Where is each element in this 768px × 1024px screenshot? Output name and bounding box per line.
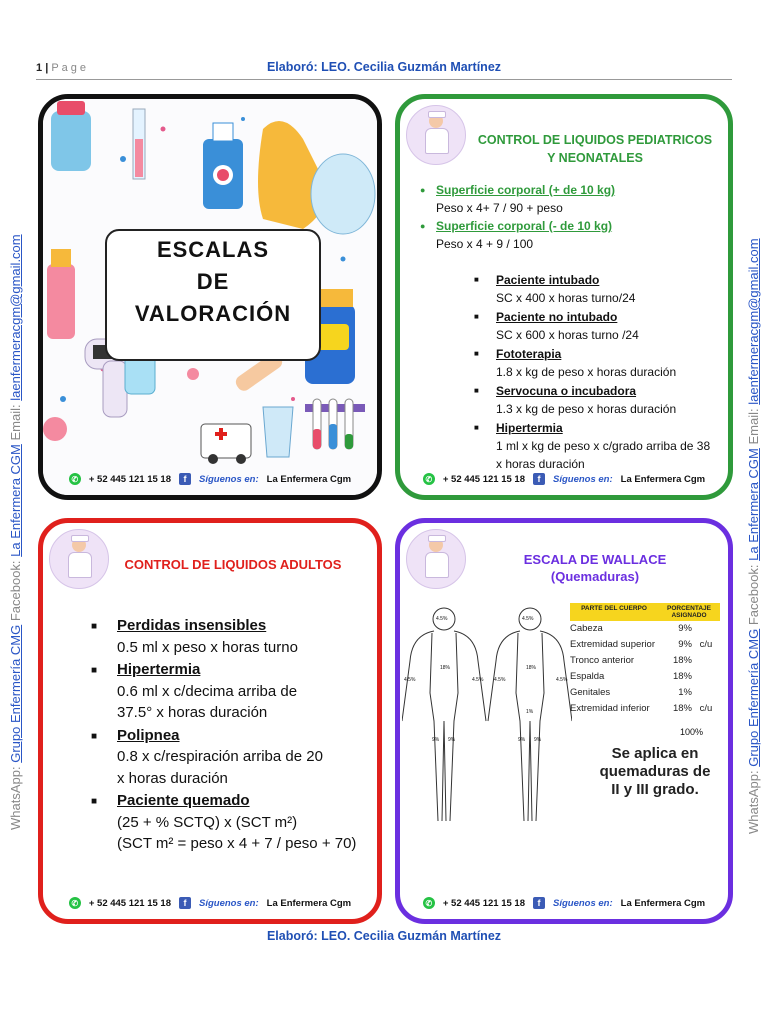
wallace-note: Se aplica en quemaduras de II y III grado. bbox=[599, 745, 711, 798]
table-row: Cabeza 9% bbox=[570, 623, 692, 634]
figure-label-leg: 9% bbox=[432, 737, 440, 743]
facebook-link[interactable]: La Enfermera CGM bbox=[746, 448, 761, 561]
card-escala-wallace bbox=[395, 518, 733, 924]
facebook-icon: f bbox=[533, 897, 545, 909]
side-contact-left: WhatsApp: Grupo Enfermería CMG Facebook: La Enfermera CGM Email: laenfermeracgm@gmail.com bbox=[8, 234, 23, 830]
contact-page-name: La Enfermera Cgm bbox=[266, 473, 352, 485]
side-contact-right: WhatsApp: Grupo Enfermería CMG Facebook: La Enfermera CGM Email: laenfermeracgm@gmail.com bbox=[746, 238, 761, 834]
card-liquidos-adultos bbox=[38, 518, 382, 924]
table-row: Extremidad inferior 18% c/u bbox=[570, 703, 713, 714]
figure-label-arm: 4.5% bbox=[556, 677, 568, 683]
list-item: ■ Servocuna o incubadora 1.3 x kg de peso x horas duración bbox=[474, 382, 714, 418]
figure-label-leg: 9% bbox=[448, 737, 456, 743]
figure-label-trunk: 18% bbox=[526, 665, 537, 671]
whatsapp-link[interactable]: Grupo Enfermería CMG bbox=[746, 628, 761, 767]
table-total: 100% bbox=[680, 727, 704, 737]
footer-author: Elaboró: LEO. Cecilia Guzmán Martínez bbox=[266, 929, 502, 943]
whatsapp-link[interactable]: Grupo Enfermería CMG bbox=[8, 624, 23, 763]
figure-label-leg: 9% bbox=[534, 737, 542, 743]
list-item: ■ Paciente quemado (25 + % SCTQ) x (SCT m²) (SCT m² = peso x 4 + 7 / peso + 70) bbox=[91, 790, 371, 855]
facebook-icon: f bbox=[179, 897, 191, 909]
nurse-logo bbox=[49, 529, 109, 589]
figure-label-arm: 4.5% bbox=[404, 677, 416, 683]
list-item: ■ Polipnea 0.8 x c/respiración arriba de 20 x horas duración bbox=[91, 725, 371, 790]
contact-phone: + 52 445 121 15 18 bbox=[442, 897, 525, 909]
cover-title-line-3: VALORACIÓN bbox=[134, 301, 292, 326]
list-item: ● Superficie corporal (- de 10 kg) Peso x 4 + 9 / 100 bbox=[424, 217, 724, 253]
whatsapp-icon: ✆ bbox=[69, 897, 81, 909]
table-row: Espalda 18% bbox=[570, 671, 692, 682]
list-item: ■ Hipertermia 1 ml x kg de peso x c/grado arriba de 38 x horas duración bbox=[474, 419, 714, 473]
contact-bar bbox=[43, 473, 377, 485]
contact-bar bbox=[400, 473, 728, 485]
follow-label: Síguenos en: bbox=[199, 473, 259, 485]
card-escalas-cover bbox=[38, 94, 382, 500]
follow-label: Síguenos en: bbox=[553, 897, 613, 909]
card-title: ESCALA DE WALLACE (Quemaduras) bbox=[523, 552, 667, 584]
figure-label-head: 4.5% bbox=[436, 616, 448, 622]
email-link[interactable]: laenfermeracgm@gmail.com bbox=[8, 234, 23, 401]
condition-list bbox=[91, 615, 371, 856]
list-item: ■ Paciente no intubado SC x 600 x horas turno /24 bbox=[474, 308, 714, 344]
contact-bar bbox=[400, 897, 728, 909]
cover-title-line-1: ESCALAS bbox=[156, 237, 270, 262]
body-diagram bbox=[402, 601, 572, 851]
contact-phone: + 52 445 121 15 18 bbox=[442, 473, 525, 485]
table-row: Genitales 1% bbox=[570, 687, 692, 698]
contact-phone: + 52 445 121 15 18 bbox=[88, 897, 171, 909]
table-row: Extremidad superior 9% c/u bbox=[570, 639, 713, 650]
header-author: Elaboró: LEO. Cecilia Guzmán Martínez bbox=[266, 60, 502, 74]
list-item: ■ Hipertermia 0.6 ml x c/decima arriba de 37.5° x horas duración bbox=[91, 659, 371, 724]
condition-list bbox=[474, 271, 714, 474]
figure-label-trunk: 18% bbox=[440, 665, 451, 671]
whatsapp-icon: ✆ bbox=[69, 473, 81, 485]
list-item: ● Superficie corporal (+ de 10 kg) Peso x 4+ 7 / 90 + peso bbox=[424, 181, 724, 217]
wallace-table bbox=[570, 603, 720, 717]
list-item: ■ Paciente intubado SC x 400 x horas turno/24 bbox=[474, 271, 714, 307]
facebook-link[interactable]: La Enfermera CGM bbox=[8, 444, 23, 557]
nurse-logo bbox=[406, 105, 466, 165]
contact-bar bbox=[43, 897, 377, 909]
figure-label-head: 4.5% bbox=[522, 616, 534, 622]
table-header: PARTE DEL CUERPO PORCENTAJE ASIGNADO bbox=[570, 603, 720, 621]
contact-phone: + 52 445 121 15 18 bbox=[88, 473, 171, 485]
follow-label: Síguenos en: bbox=[553, 473, 613, 485]
contact-page-name: La Enfermera Cgm bbox=[620, 473, 706, 485]
contact-page-name: La Enfermera Cgm bbox=[620, 897, 706, 909]
cover-title-line-2: DE bbox=[196, 269, 230, 294]
facebook-icon: f bbox=[533, 473, 545, 485]
card-liquidos-pediatricos bbox=[395, 94, 733, 500]
facebook-icon: f bbox=[179, 473, 191, 485]
whatsapp-icon: ✆ bbox=[423, 473, 435, 485]
card-title: CONTROL DE LIQUIDOS PEDIATRICOS Y NEONATALES bbox=[477, 133, 713, 165]
list-item: ■ Fototerapia 1.8 x kg de peso x horas duración bbox=[474, 345, 714, 381]
surface-list bbox=[424, 181, 724, 253]
header-divider bbox=[36, 79, 732, 80]
nurse-logo bbox=[406, 529, 466, 589]
card-title: CONTROL DE LIQUIDOS ADULTOS bbox=[124, 557, 342, 572]
figure-label-arm: 4.5% bbox=[494, 677, 506, 683]
email-link[interactable]: laenfermeracgm@gmail.com bbox=[746, 238, 761, 405]
figure-label-genital: 1% bbox=[526, 709, 534, 715]
table-row: Tronco anterior 18% bbox=[570, 655, 692, 666]
contact-page-name: La Enfermera Cgm bbox=[266, 897, 352, 909]
figure-label-leg: 9% bbox=[518, 737, 526, 743]
follow-label: Síguenos en: bbox=[199, 897, 259, 909]
page-number: 1 | Page bbox=[36, 62, 90, 74]
cover-title-box bbox=[105, 229, 321, 361]
whatsapp-icon: ✆ bbox=[423, 897, 435, 909]
figure-label-arm: 4.5% bbox=[472, 677, 484, 683]
list-item: ■ Perdidas insensibles 0.5 ml x peso x horas turno bbox=[91, 615, 371, 658]
